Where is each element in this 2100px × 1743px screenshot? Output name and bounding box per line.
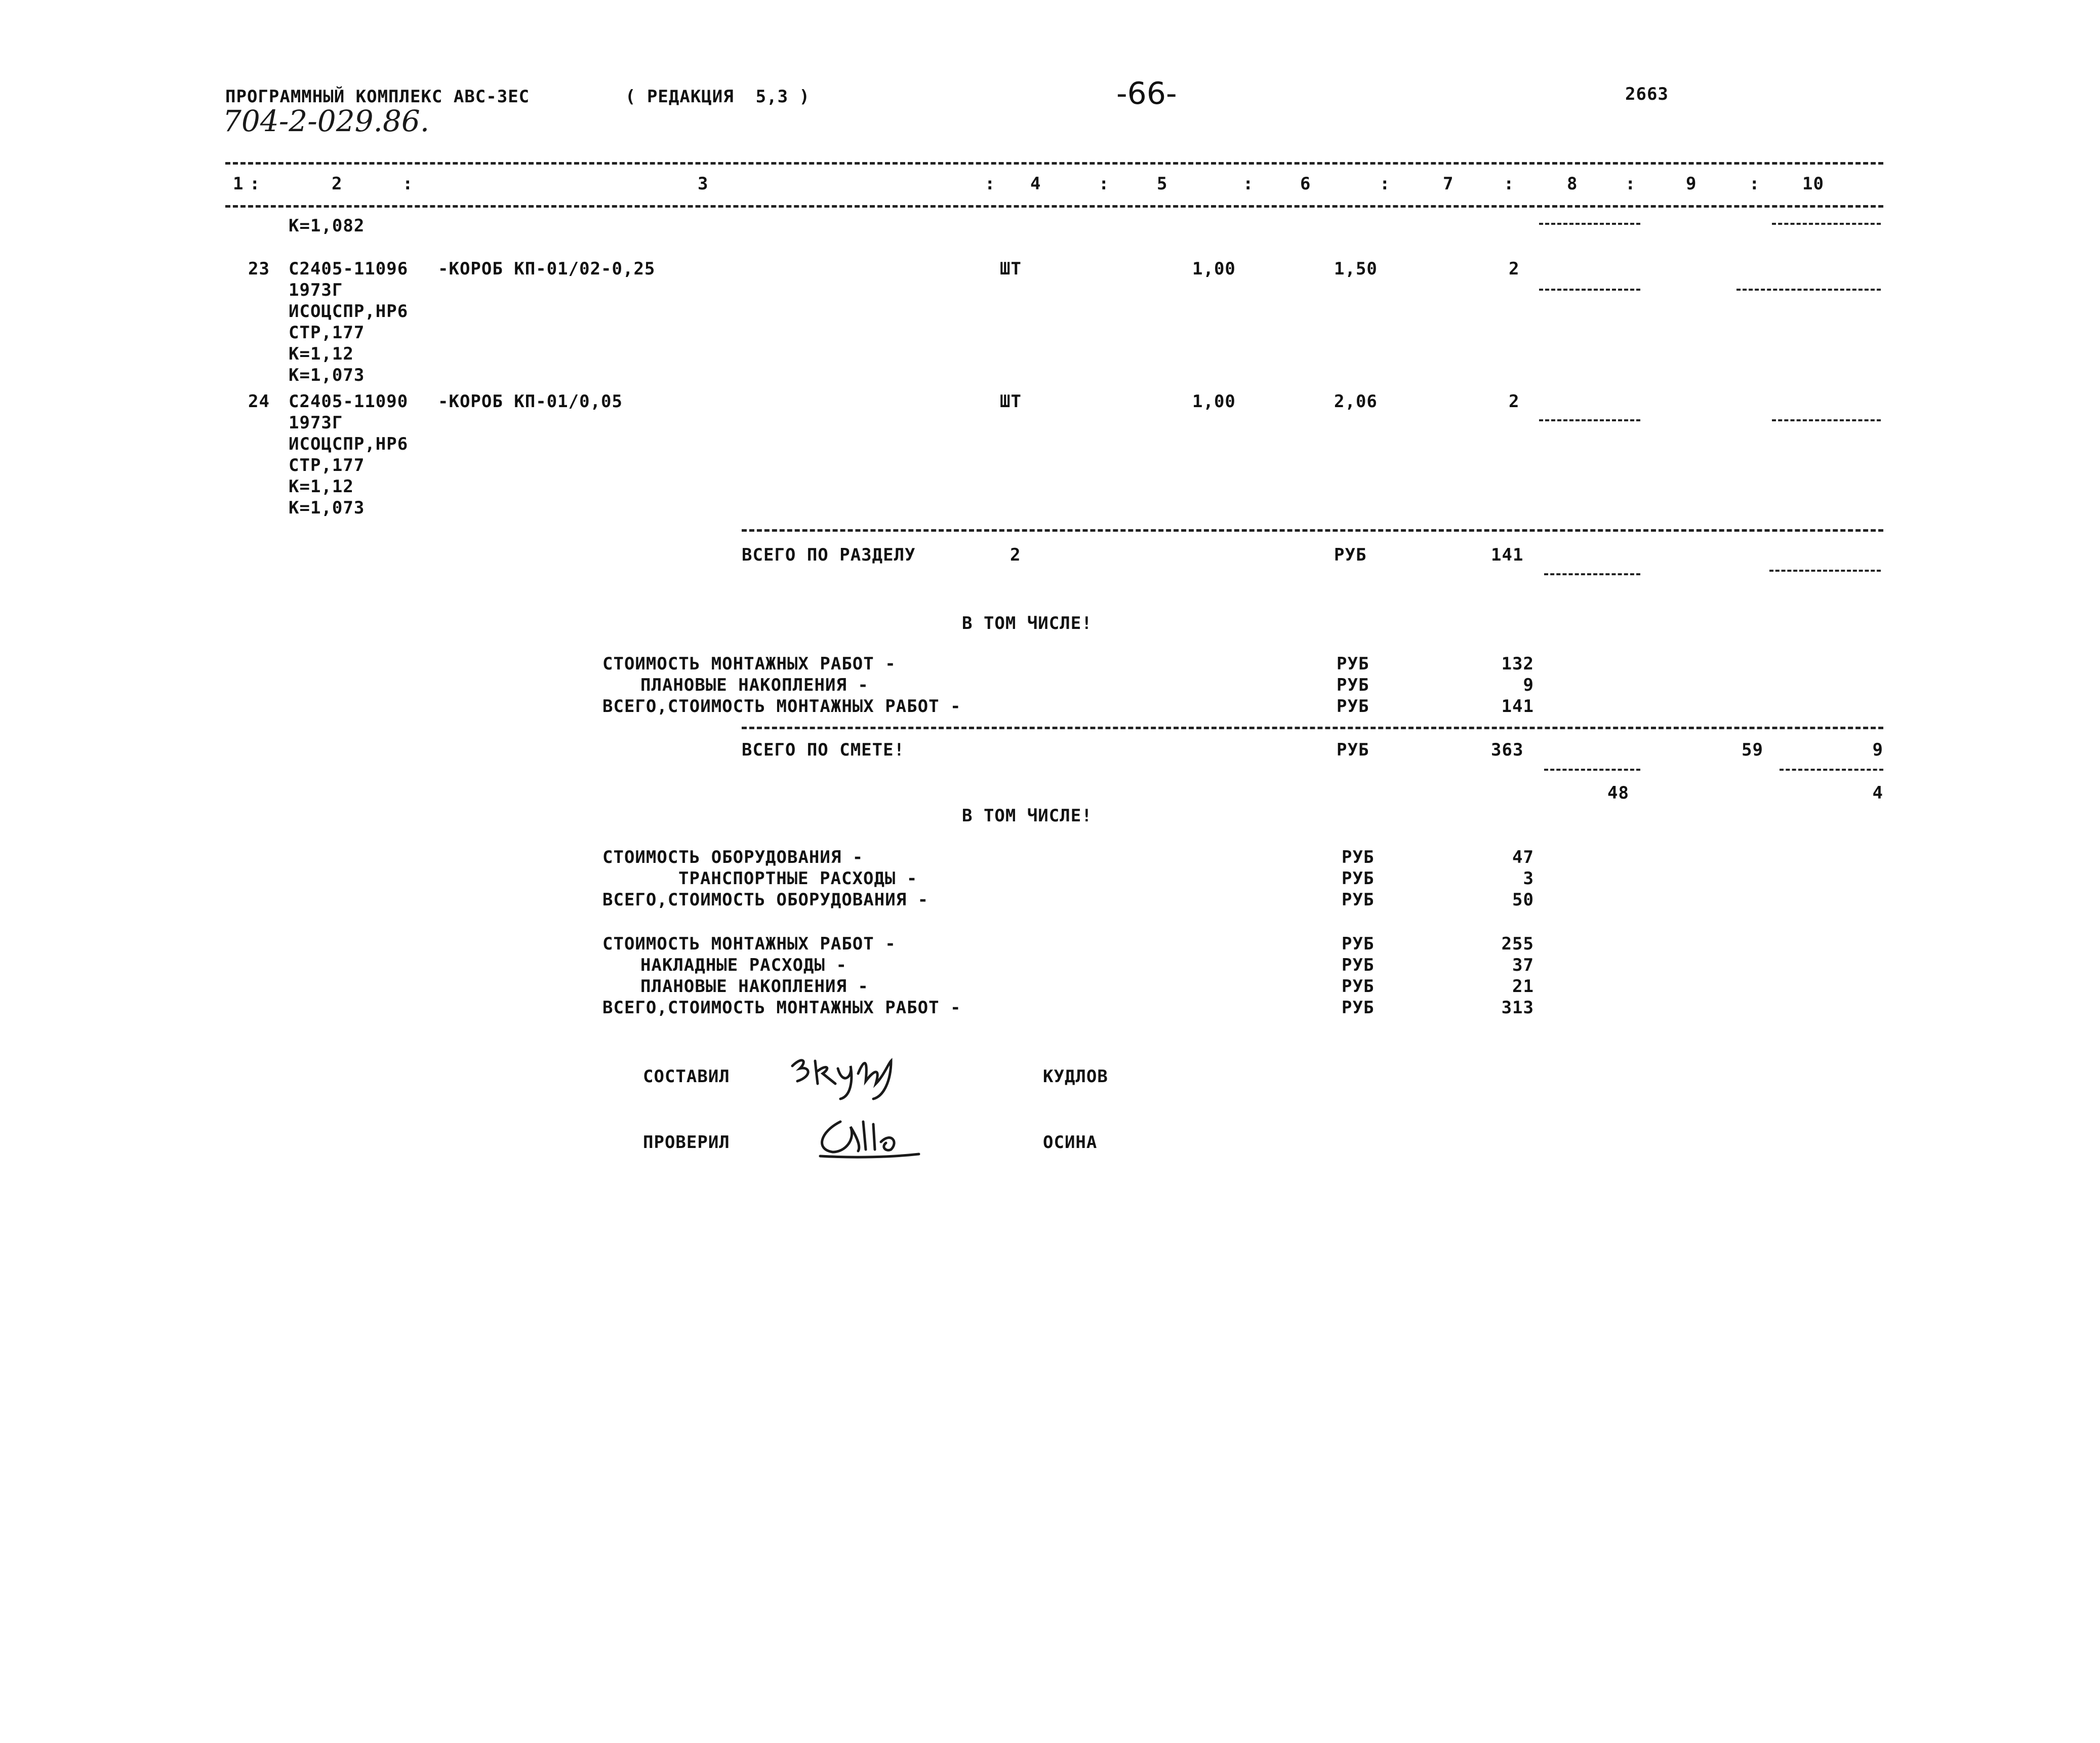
breakdown-label: СТОИМОСТЬ ОБОРУДОВАНИЯ - <box>602 847 864 867</box>
breakdown-value: 47 <box>1512 847 1534 867</box>
estimate-breakdown-heading: В ТОМ ЧИСЛЕ! <box>962 806 1093 826</box>
breakdown-unit: РУБ <box>1337 696 1369 717</box>
item-qty: 1,00 <box>1192 259 1236 279</box>
item-name: -КОРОБ КП-01/0,05 <box>438 391 623 412</box>
section-total-rule <box>742 529 1883 532</box>
item-detail: ИСОЦСПР,НР6 <box>289 301 409 322</box>
breakdown-unit: РУБ <box>1342 934 1375 954</box>
column-label: 10 <box>1802 174 1824 194</box>
compiled-signature <box>787 1046 914 1101</box>
item-code: С2405-11090 <box>289 391 409 412</box>
column-label: 9 <box>1686 174 1697 194</box>
column-label: 2 <box>332 174 343 194</box>
estimate-total-unit: РУБ <box>1337 740 1369 760</box>
breakdown-unit: РУБ <box>1342 847 1375 867</box>
item-price: 2,06 <box>1334 391 1378 412</box>
column-label: 8 <box>1567 174 1578 194</box>
breakdown-label: НАКЛАДНЫЕ РАСХОДЫ - <box>640 955 847 975</box>
column-label: 5 <box>1157 174 1168 194</box>
checked-name: ОСИНА <box>1043 1132 1098 1153</box>
table-top-rule <box>225 162 1883 165</box>
column-label: 7 <box>1443 174 1454 194</box>
item-number: 24 <box>248 391 270 412</box>
item-qty: 1,00 <box>1192 391 1236 412</box>
estimate-total-col10-sub: 4 <box>1872 783 1883 803</box>
breakdown-label: ВСЕГО,СТОИМОСТЬ ОБОРУДОВАНИЯ - <box>602 890 929 910</box>
item-code: С2405-11096 <box>289 259 409 279</box>
breakdown-label: ПЛАНОВЫЕ НАКОПЛЕНИЯ - <box>640 675 869 695</box>
item-name: -КОРОБ КП-01/02-0,25 <box>438 259 656 279</box>
item-number: 23 <box>248 259 270 279</box>
item-unit: ШТ <box>1000 391 1022 412</box>
breakdown-value: 50 <box>1512 890 1534 910</box>
item-unit: ШТ <box>1000 259 1022 279</box>
breakdown-unit: РУБ <box>1342 998 1375 1018</box>
breakdown-label: ТРАНСПОРТНЫЕ РАСХОДЫ - <box>678 868 918 889</box>
program-title: ПРОГРАММНЫЙ КОМПЛЕКС АВС-ЗЕС <box>225 87 530 107</box>
breakdown-label: ВСЕГО,СТОИМОСТЬ МОНТАЖНЫХ РАБОТ - <box>602 998 961 1018</box>
document-code: 704-2-029.86. <box>223 104 430 138</box>
section-total-value: 141 <box>1491 545 1524 565</box>
item-price: 1,50 <box>1334 259 1378 279</box>
section-total-num: 2 <box>1010 545 1021 565</box>
estimate-total-label: ВСЕГО ПО СМЕТЕ! <box>742 740 905 760</box>
column-label: 4 <box>1030 174 1041 194</box>
item-detail: К=1,073 <box>289 498 365 518</box>
estimate-total-col8-sub: 48 <box>1607 783 1629 803</box>
breakdown-label: СТОИМОСТЬ МОНТАЖНЫХ РАБОТ - <box>602 654 896 674</box>
breakdown-value: 132 <box>1501 654 1534 674</box>
item-detail: СТР,177 <box>289 323 365 343</box>
item-detail: К=1,12 <box>289 477 354 497</box>
breakdown-value: 21 <box>1512 976 1534 997</box>
column-label: 3 <box>698 174 709 194</box>
estimate-total-rule <box>742 727 1883 729</box>
breakdown-unit: РУБ <box>1337 675 1369 695</box>
estimate-total-col10: 9 <box>1872 740 1883 760</box>
breakdown-value: 313 <box>1501 998 1534 1018</box>
section-total-unit: РУБ <box>1334 545 1367 565</box>
section-breakdown-heading: В ТОМ ЧИСЛЕ! <box>962 613 1093 633</box>
breakdown-value: 37 <box>1512 955 1534 975</box>
breakdown-value: 9 <box>1523 675 1534 695</box>
edition-label: ( РЕДАКЦИЯ 5,3 ) <box>625 87 810 107</box>
column-label: 1 <box>233 174 244 194</box>
item-detail: СТР,177 <box>289 455 365 476</box>
breakdown-value: 255 <box>1501 934 1534 954</box>
estimate-total-value: 363 <box>1491 740 1524 760</box>
breakdown-unit: РУБ <box>1342 976 1375 997</box>
item-detail: 1973Г <box>289 280 343 300</box>
breakdown-label: ВСЕГО,СТОИМОСТЬ МОНТАЖНЫХ РАБОТ - <box>602 696 961 717</box>
breakdown-label: СТОИМОСТЬ МОНТАЖНЫХ РАБОТ - <box>602 934 896 954</box>
item-total: 2 <box>1509 259 1520 279</box>
breakdown-value: 141 <box>1501 696 1534 717</box>
item-total: 2 <box>1509 391 1520 412</box>
carried-k: К=1,082 <box>289 216 365 236</box>
breakdown-unit: РУБ <box>1342 955 1375 975</box>
item-detail: 1973Г <box>289 413 343 433</box>
item-detail: К=1,073 <box>289 365 365 385</box>
breakdown-unit: РУБ <box>1342 890 1375 910</box>
compiled-name: КУДЛОВ <box>1043 1066 1108 1087</box>
breakdown-unit: РУБ <box>1337 654 1369 674</box>
breakdown-value: 3 <box>1523 868 1534 889</box>
section-total-label: ВСЕГО ПО РАЗДЕЛУ <box>742 545 916 565</box>
column-label: 6 <box>1300 174 1311 194</box>
estimate-total-col9: 59 <box>1742 740 1763 760</box>
compiled-label: СОСТАВИЛ <box>643 1066 730 1087</box>
page-number: -66- <box>1116 76 1177 111</box>
breakdown-label: ПЛАНОВЫЕ НАКОПЛЕНИЯ - <box>640 976 869 997</box>
header-bottom-rule <box>225 205 1883 208</box>
checked-signature <box>810 1112 926 1162</box>
item-detail: К=1,12 <box>289 344 354 364</box>
checked-label: ПРОВЕРИЛ <box>643 1132 730 1153</box>
breakdown-unit: РУБ <box>1342 868 1375 889</box>
sheet-number: 2663 <box>1625 84 1669 104</box>
item-detail: ИСОЦСПР,НР6 <box>289 434 409 454</box>
